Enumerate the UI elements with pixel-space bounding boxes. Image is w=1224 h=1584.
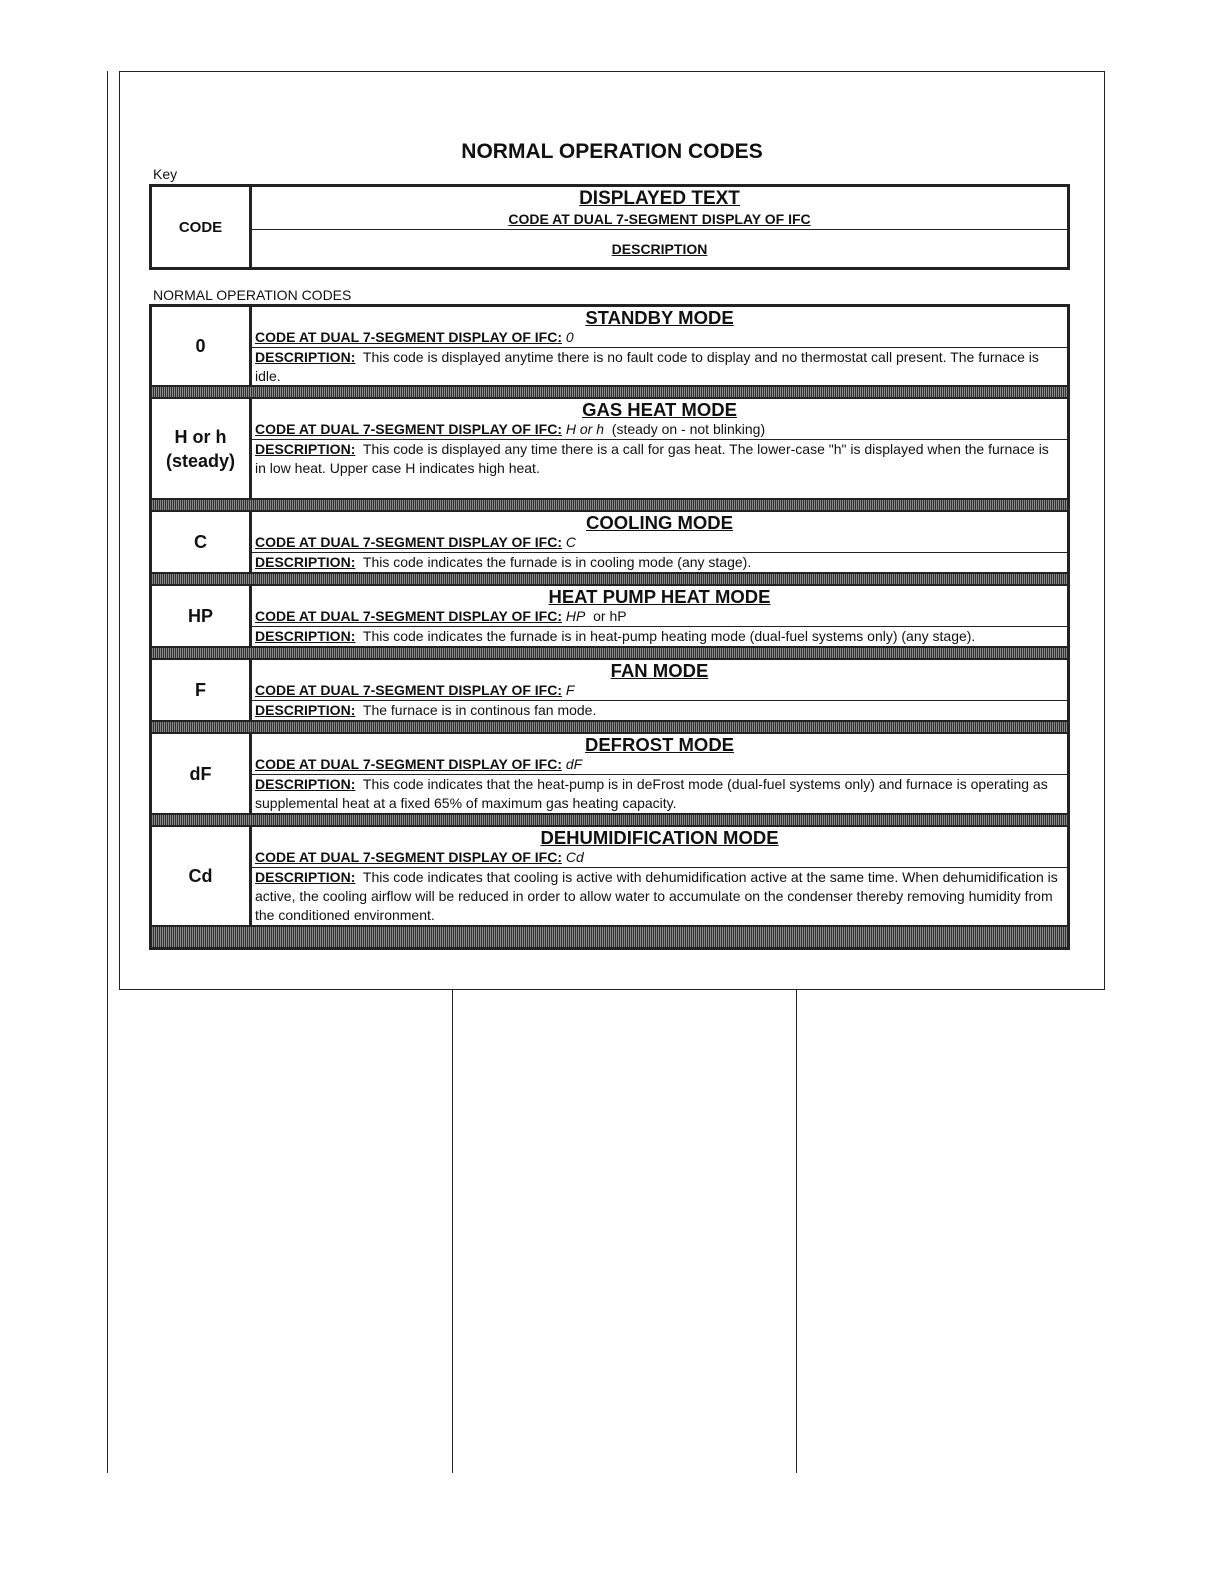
display-line: CODE AT DUAL 7-SEGMENT DISPLAY OF IFC: 0 [252, 328, 1067, 348]
key-table [149, 184, 1070, 270]
display-value: HP [565, 608, 586, 624]
code-at-label: CODE AT DUAL 7-SEGMENT DISPLAY OF IFC [255, 421, 558, 437]
code-at-label: CODE AT DUAL 7-SEGMENT DISPLAY OF IFC [255, 534, 558, 550]
row-content [252, 512, 1067, 572]
display-value: Cd [565, 849, 584, 865]
mode-title: GAS HEAT MODE [582, 399, 737, 420]
description-text: This code is displayed any time there is a call for gas heat. The lower-case "h" is displayed when the furnace is in low heat. Upper case H indicates high heat. [255, 441, 1049, 476]
display-extra: or hP [593, 608, 627, 624]
row-code: Cd [152, 827, 252, 925]
page-title: NORMAL OPERATION CODES [461, 140, 763, 163]
description-line: DESCRIPTION: This code indicates that the heat-pump is in deFrost mode (dual-fuel systems only) and furnace is operating as supplemental heat at a fixed 65% of maximum gas heating capacity. [255, 776, 1048, 811]
display-line: CODE AT DUAL 7-SEGMENT DISPLAY OF IFC: Cd [252, 848, 1067, 868]
row-code [152, 399, 252, 498]
code-at-label: CODE AT DUAL 7-SEGMENT DISPLAY OF IFC [255, 849, 558, 865]
code-at-label: CODE AT DUAL 7-SEGMENT DISPLAY OF IFC [255, 682, 558, 698]
table-row [152, 734, 1067, 813]
table-row [152, 827, 1067, 925]
key-right-cell [252, 187, 1067, 267]
display-value: F [565, 682, 575, 698]
display-line: CODE AT DUAL 7-SEGMENT DISPLAY OF IFC: dF [252, 755, 1067, 775]
table-caption: NORMAL OPERATION CODES [153, 287, 352, 303]
mode-title: FAN MODE [610, 660, 709, 681]
row-separator [152, 646, 1067, 660]
display-value: H or h [565, 421, 605, 437]
table-row [152, 399, 1067, 498]
description-text: This code indicates the furnade is in heat-pump heating mode (dual-fuel systems only) (any stage). [362, 628, 976, 644]
description-line: DESCRIPTION: This code indicates that cooling is active with dehumidification active at the same time. When dehumidification is active, the cooling airflow will be reduced in order to allow water to accumulate on the condenser thereby removing humidity from the conditioned environment. [255, 869, 1058, 923]
row-content [252, 734, 1067, 813]
row-code: 0 [152, 307, 252, 385]
code-at-label: CODE AT DUAL 7-SEGMENT DISPLAY OF IFC [255, 608, 558, 624]
row-separator [152, 385, 1067, 399]
row-separator [152, 572, 1067, 586]
row-content [252, 660, 1067, 720]
row-code: dF [152, 734, 252, 813]
key-caption: Key [153, 166, 178, 182]
column-rule-right [796, 988, 797, 1473]
display-line: CODE AT DUAL 7-SEGMENT DISPLAY OF IFC: F [252, 681, 1067, 701]
display-value: dF [565, 756, 583, 772]
code-at-label: CODE AT DUAL 7-SEGMENT DISPLAY OF IFC [255, 756, 558, 772]
row-content [252, 307, 1067, 385]
description-text: This code indicates that the heat-pump is in deFrost mode (dual-fuel systems only) and furnace is operating as supplemental heat at a fixed 65% of maximum gas heating capacity. [255, 776, 1048, 811]
display-value: C [565, 534, 577, 550]
description-label: DESCRIPTION [255, 776, 351, 792]
description-line: DESCRIPTION: This code is displayed anytime there is no fault code to display and no thermostat call present. The furnace is idle. [255, 349, 1039, 384]
key-subheader: CODE AT DUAL 7-SEGMENT DISPLAY OF IFC [508, 211, 811, 227]
key-code-cell: CODE [152, 187, 252, 267]
row-code-text: H or h (steady) [165, 426, 236, 471]
table-row [152, 307, 1067, 385]
display-value: 0 [565, 329, 574, 345]
mode-title: STANDBY MODE [585, 307, 734, 328]
row-separator [152, 720, 1067, 734]
description-text: The furnace is in continous fan mode. [362, 702, 597, 718]
mode-title: HEAT PUMP HEAT MODE [548, 586, 771, 607]
description-label: DESCRIPTION [255, 554, 351, 570]
table-footer-band [152, 925, 1067, 947]
mode-title: COOLING MODE [586, 512, 733, 533]
display-line: CODE AT DUAL 7-SEGMENT DISPLAY OF IFC: H or h (steady on - not blinking) [252, 420, 1067, 440]
mode-title: DEFROST MODE [584, 734, 735, 755]
column-rule-left [107, 71, 108, 1473]
description-label: DESCRIPTION [255, 628, 351, 644]
row-code: HP [152, 586, 252, 646]
display-extra: (steady on - not blinking) [611, 421, 766, 437]
table-row [152, 512, 1067, 572]
table-row [152, 586, 1067, 646]
description-text: This code is displayed anytime there is no fault code to display and no thermostat call present. The furnace is idle. [255, 349, 1039, 384]
table-row [152, 660, 1067, 720]
key-description-cell [252, 230, 1067, 267]
figure-frame [119, 71, 1105, 990]
row-content [252, 827, 1067, 925]
description-label: DESCRIPTION [255, 349, 351, 365]
display-line: CODE AT DUAL 7-SEGMENT DISPLAY OF IFC: HP or hP [252, 607, 1067, 627]
key-description: DESCRIPTION [611, 240, 708, 257]
description-text: This code indicates the furnade is in cooling mode (any stage). [362, 554, 752, 570]
code-at-label: CODE AT DUAL 7-SEGMENT DISPLAY OF IFC [255, 329, 558, 345]
row-code: C [152, 512, 252, 572]
description-label: DESCRIPTION [255, 702, 351, 718]
row-content [252, 399, 1067, 498]
description-line: DESCRIPTION: This code is displayed any time there is a call for gas heat. The lower-case "h" is displayed when the furnace is in low heat. Upper case H indicates high heat. [255, 441, 1049, 476]
column-rule-middle [452, 988, 453, 1473]
description-line: DESCRIPTION: The furnace is in continous fan mode. [255, 702, 597, 718]
mode-title: DEHUMIDIFICATION MODE [540, 827, 779, 848]
key-header-cell [252, 187, 1067, 230]
display-line: CODE AT DUAL 7-SEGMENT DISPLAY OF IFC: C [252, 533, 1067, 553]
row-content [252, 586, 1067, 646]
description-line: DESCRIPTION: This code indicates the furnade is in heat-pump heating mode (dual-fuel systems only) (any stage). [255, 628, 976, 644]
row-separator [152, 498, 1067, 512]
description-label: DESCRIPTION [255, 441, 351, 457]
operation-codes-table [149, 304, 1070, 950]
description-line: DESCRIPTION: This code indicates the furnade is in cooling mode (any stage). [255, 554, 752, 570]
description-text: This code indicates that cooling is active with dehumidification active at the same time. When dehumidification is active, the cooling airflow will be reduced in order to allow water to accumulate on the condenser thereby removing humidity from the conditioned environment. [255, 869, 1058, 923]
row-code: F [152, 660, 252, 720]
description-label: DESCRIPTION [255, 869, 351, 885]
row-separator [152, 813, 1067, 827]
key-header: DISPLAYED TEXT [579, 188, 740, 209]
